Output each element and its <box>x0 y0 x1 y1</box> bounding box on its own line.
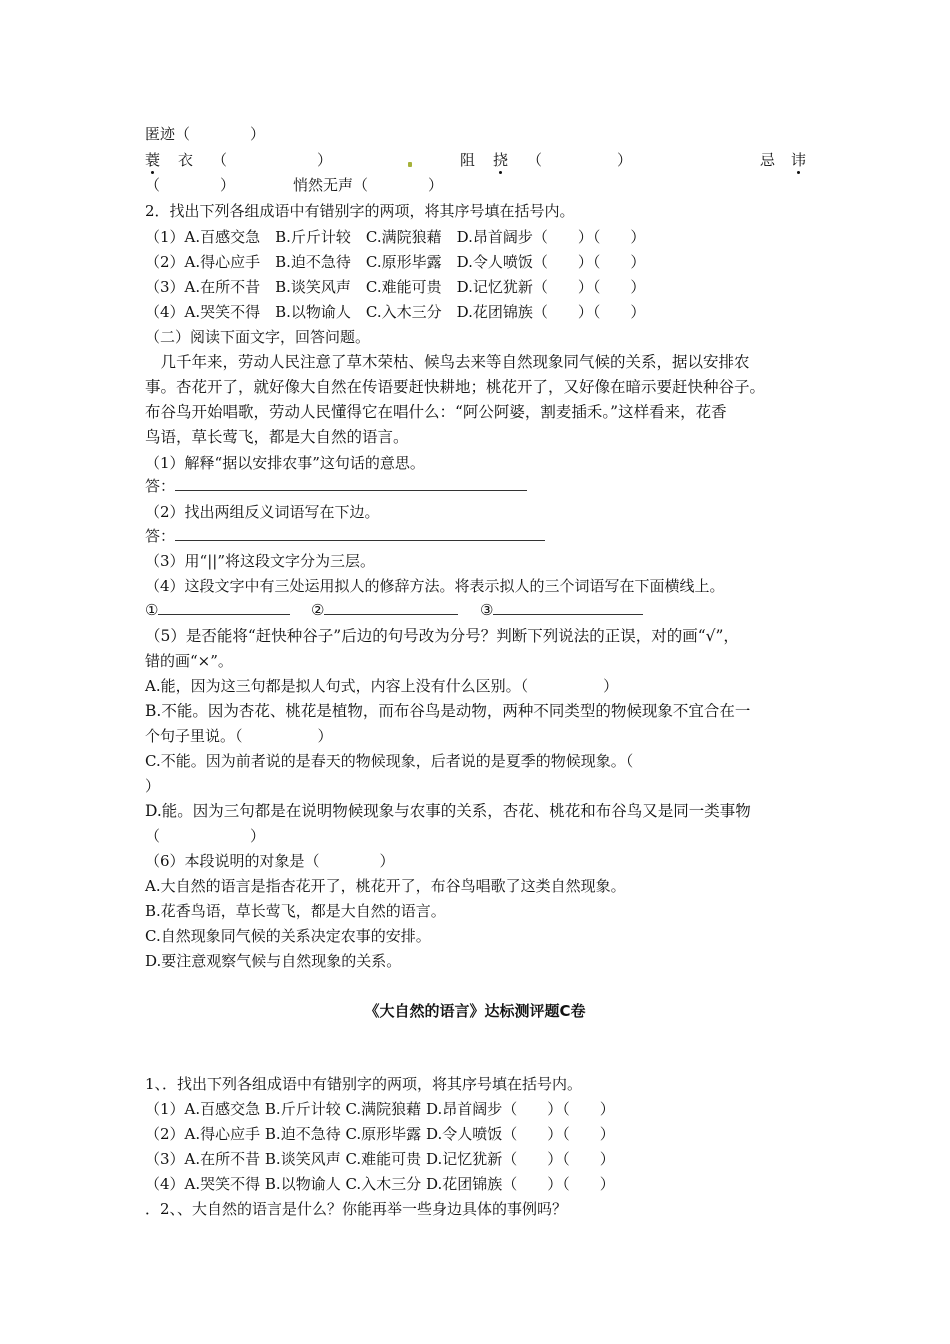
q6-option-d: D.要注意观察气候与自然现象的关系。 <box>145 952 402 970</box>
reading-q6: （6）本段说明的对象是（ ） <box>145 852 395 870</box>
answer-blank-1[interactable] <box>175 476 527 491</box>
passage-line-3: 布谷鸟开始唱歌，劳动人民懂得它在唱什么：“阿公阿婆，割麦插禾。”这样看来，花香 <box>145 403 727 421</box>
blank-line-3[interactable] <box>493 600 643 615</box>
vocab-zunao-char-1: 阻 <box>460 151 476 169</box>
vocab-qiaoran: 悄然无声（ ） <box>293 176 444 194</box>
reading-q2: （2）找出两组反义词语写在下边。 <box>145 503 380 521</box>
vocab-jihui-char-1: 忌 <box>760 151 776 169</box>
reading-q5-line-1: （5）是否能将“赶快种谷子”后边的句号改为分号？判断下列说法的正误，对的画“√”， <box>145 627 739 645</box>
q5-option-d-line-1: D.能。因为三句都是在说明物候现象与农事的关系，杏花、桃花和布谷鸟又是同一类事物 <box>145 802 751 820</box>
c-q1-heading: 1、．找出下列各组成语中有错别字的两项，将其序号填在括号内。 <box>145 1075 583 1093</box>
q5-option-a: A.能，因为这三句都是拟人句式，内容上没有什么区别。（ ） <box>145 677 619 695</box>
q2-row-2: （2）A.得心应手 B.迫不急待 C.原形毕露 D.令人喷饭（ ）（ ） <box>145 253 646 271</box>
c-q1-row-1: （1）A.百感交急 B.斤斤计较 C.满院狼藉 D.昂首阔步（ ）（ ） <box>145 1100 615 1118</box>
q6-option-c: C.自然现象同气候的关系决定农事的安排。 <box>145 927 431 945</box>
passage-line-2: 事。杏花开了，就好像大自然在传语要赶快耕地；桃花开了，又好像在暗示要赶快种谷子。 <box>145 378 766 396</box>
green-mark <box>408 162 412 167</box>
q2-row-1: （1）A.百感交急 B.斤斤计较 C.满院狼藉 D.昂首阔步（ ）（ ） <box>145 228 646 246</box>
q5-option-d-line-2: （ ） <box>145 827 266 845</box>
blank-line-1[interactable] <box>158 600 290 615</box>
vocab-suoyi-char-1: 蓑 <box>145 151 161 169</box>
q5-option-b-line-1: B.不能。因为杏花、桃花是植物，而布谷鸟是动物，两种不同类型的物候现象不宜合在一 <box>145 702 751 720</box>
blank-1: ① <box>145 600 290 620</box>
blank-3: ③ <box>480 600 643 620</box>
answer-blank-2[interactable] <box>175 526 545 541</box>
c-q1-row-3: （3）A.在所不昔 B.谈笑风声 C.难能可贵 D.记忆犹新（ ）（ ） <box>145 1150 615 1168</box>
section-title: 《大自然的语言》达标测评题C卷 <box>364 1002 586 1020</box>
q5-option-c-line-1: C.不能。因为前者说的是春天的物候现象，后者说的是夏季的物候现象。（ <box>145 752 634 770</box>
q2-heading: 2．找出下列各组成语中有错别字的两项，将其序号填在括号内。 <box>145 202 575 220</box>
reading-q4: （4）这段文字中有三处运用拟人的修辞方法。将表示拟人的三个词语写在下面横线上。 <box>145 577 725 595</box>
passage-line-1: 几千年来，劳动人民注意了草木荣枯、候鸟去来等自然现象同气候的关系，据以安排农 <box>145 353 750 371</box>
reading-heading: （二）阅读下面文字，回答问题。 <box>145 328 371 346</box>
c-q1-row-4: （4）A.哭笑不得 B.以物谕人 C.入木三分 D.花团锦族（ ）（ ） <box>145 1175 615 1193</box>
blank-line-2[interactable] <box>324 600 458 615</box>
answer-line-2: 答： <box>145 526 545 546</box>
reading-q3: （3）用“||”将这段文字分为三层。 <box>145 552 375 570</box>
vocab-suoyi-char-2: 衣 <box>178 151 194 169</box>
vocab-jihui-char-2: 讳 <box>791 151 807 169</box>
vocab-jihui-paren: （ ） <box>145 176 236 194</box>
vocab-zunao-paren: （ ） <box>527 151 633 169</box>
vocab-suoyi-paren: （ ） <box>212 151 333 169</box>
q5-option-b-line-2: 个句子里说。（ ） <box>145 727 333 745</box>
c-q2: ．2、、大自然的语言是什么？你能再举一些身边具体的事例吗？ <box>145 1200 568 1218</box>
c-q1-row-2: （2）A.得心应手 B.迫不急待 C.原形毕露 D.令人喷饭（ ）（ ） <box>145 1125 615 1143</box>
vocab-zunao-char-2: 挠 <box>493 151 509 169</box>
answer-line-1: 答： <box>145 476 527 496</box>
reading-q1: （1）解释“据以安排农事”这句话的意思。 <box>145 454 425 472</box>
q2-row-3: （3）A.在所不昔 B.谈笑风声 C.难能可贵 D.记忆犹新（ ）（ ） <box>145 278 646 296</box>
q5-option-c-line-2: ） <box>145 777 161 795</box>
passage-line-4: 鸟语，草长莺飞，都是大自然的语言。 <box>145 428 409 446</box>
q6-option-a: A.大自然的语言是指杏花开了，桃花开了，布谷鸟唱歌了这类自然现象。 <box>145 877 626 895</box>
q2-row-4: （4）A.哭笑不得 B.以物谕人 C.入木三分 D.花团锦族（ ）（ ） <box>145 303 646 321</box>
q6-option-b: B.花香鸟语，草长莺飞，都是大自然的语言。 <box>145 902 446 920</box>
reading-q5-line-2: 错的画“×”。 <box>145 652 233 670</box>
blank-2: ② <box>311 600 458 620</box>
vocab-line-1: 匿迹（ ） <box>145 125 266 143</box>
